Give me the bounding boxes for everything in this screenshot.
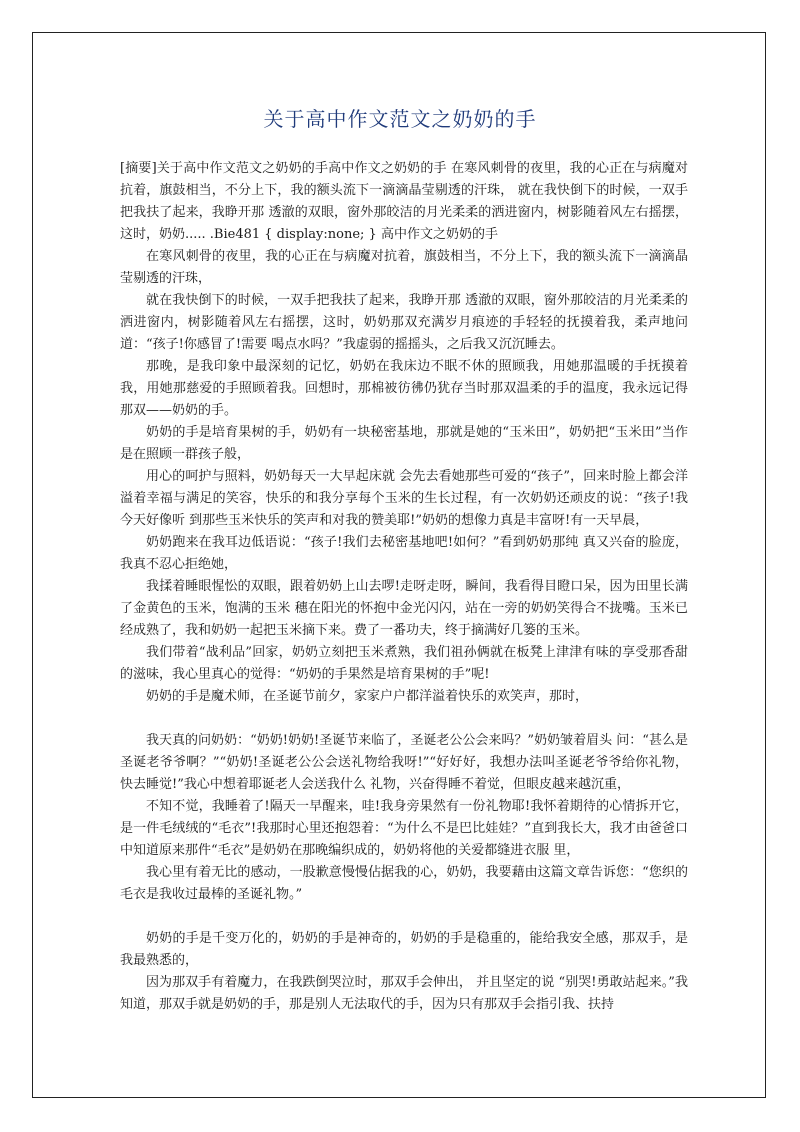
- body-paragraph: 因为那双手有着魔力，在我跌倒哭泣时，那双手会伸出， 并且坚定的说 “别哭!勇敢站起来。”我知道，那双手就是奶奶的手，那是别人无法取代的手，因为只有那双手会指引我、扶持: [120, 975, 688, 1012]
- body-paragraph: 奶奶的手是培育果树的手，奶奶有一块秘密基地，那就是她的“玉米田”，奶奶把“玉米田”当作是在照顾一群孩子般，: [120, 425, 688, 462]
- document-page: [32, 32, 766, 1098]
- body-paragraph: 奶奶的手是魔术师，在圣诞节前夕，家家户户都洋溢着快乐的欢笑声，那时，: [146, 689, 589, 704]
- body-paragraph: 我天真的问奶奶：“奶奶!奶奶!圣诞节来临了，圣诞老公公会来吗？”奶奶皱着眉头 问：“甚么是圣诞老爷爷啊？”“奶奶!圣诞老公公会送礼物给我呀!”“好好好，我想办法叫圣诞老爷爷给你礼物，快去睡觉!”我心中想着耶诞老人会送我什么 礼物，兴奋得睡不着觉，但眼皮越来越沉重，: [120, 733, 688, 792]
- abstract-paragraph: [摘要]关于高中作文范文之奶奶的手高中作文之奶奶的手 在寒风刺骨的夜里，我的心正在与病魔对抗着，旗鼓相当，不分上下，我的额头流下一滴滴晶莹剔透的汗珠， 就在我快倒下的时候，一双手把我扶了起来，我睁开那 透澈的双眼，窗外那皎洁的月光柔柔的洒进窗内，树影随着风左右摇摆，这时，奶奶..... .Bie481 { display:none; } 高中作文之奶奶的手: [120, 161, 688, 242]
- body-paragraph: 不知不觉，我睡着了!隔天一早醒来，哇!我身旁果然有一份礼物耶!我怀着期待的心情拆开它，是一件毛绒绒的“毛衣”!我那时心里还抱怨着：“为什么不是巴比娃娃？”直到我长大，我才由爸爸口中知道原来那件“毛衣”是奶奶在那晚编织成的，奶奶将他的关爱都缝进衣服 里，: [120, 799, 688, 858]
- body-paragraph: 我揉着睡眼惺忪的双眼，跟着奶奶上山去啰!走呀走呀，瞬间，我看得目瞪口呆，因为田里长满了金黄色的玉米，饱满的玉米 穗在阳光的怀抱中金光闪闪，站在一旁的奶奶笑得合不拢嘴。玉米已经成熟了，我和奶奶一起把玉米摘下来。费了一番功夫，终于摘满好几篓的玉米。: [120, 579, 688, 638]
- body-paragraph: 那晚，是我印象中最深刻的记忆，奶奶在我床边不眠不休的照顾我，用她那温暖的手抚摸着我，用她那慈爱的手照顾着我。回想时，那棉被彷彿仍犹存当时那双温柔的手的温度，我永远记得那双——奶奶的手。: [120, 359, 688, 418]
- body-paragraph: 我们带着“战利品”回家，奶奶立刻把玉米煮熟，我们祖孙俩就在板凳上津津有味的享受那香甜的滋味，我心里真心的觉得：“奶奶的手果然是培育果树的手”呢!: [120, 645, 688, 682]
- body-paragraph: 我心里有着无比的感动，一股歉意慢慢佔据我的心，奶奶，我要藉由这篇文章告诉您：“您织的毛衣是我收过最棒的圣诞礼物。”: [120, 865, 688, 902]
- body-paragraph: 奶奶的手是千变万化的，奶奶的手是神奇的，奶奶的手是稳重的，能给我安全感，那双手，是我最熟悉的，: [120, 931, 688, 968]
- document-title: 关于高中作文范文之奶奶的手: [263, 107, 537, 131]
- body-paragraph: 奶奶跑来在我耳边低语说：“孩子!我们去秘密基地吧!如何？”看到奶奶那纯 真又兴奋的脸庞，我真不忍心拒绝她，: [120, 535, 688, 572]
- body-paragraph: 在寒风刺骨的夜里，我的心正在与病魔对抗着，旗鼓相当，不分上下，我的额头流下一滴滴晶莹剔透的汗珠，: [120, 249, 688, 286]
- document-body: [120, 158, 688, 1016]
- body-paragraph: 就在我快倒下的时候，一双手把我扶了起来，我睁开那 透澈的双眼，窗外那皎洁的月光柔柔的洒进窗内，树影随着风左右摇摆，这时，奶奶那双充满岁月痕迹的手轻轻的抚摸着我，柔声地问道：“孩子!你感冒了!需要 喝点水吗？”我虚弱的摇摇头，之后我又沉沉睡去。: [120, 293, 688, 352]
- body-paragraph: 用心的呵护与照料，奶奶每天一大早起床就 会先去看她那些可爱的“孩子”，回来时脸上都会洋溢着幸福与满足的笑容，快乐的和我分享每个玉米的生长过程，有一次奶奶还顽皮的说：“孩子!我今天好像听 到那些玉米快乐的笑声和对我的赞美耶!”奶奶的想像力真是丰富呀!有一天早晨，: [120, 469, 688, 528]
